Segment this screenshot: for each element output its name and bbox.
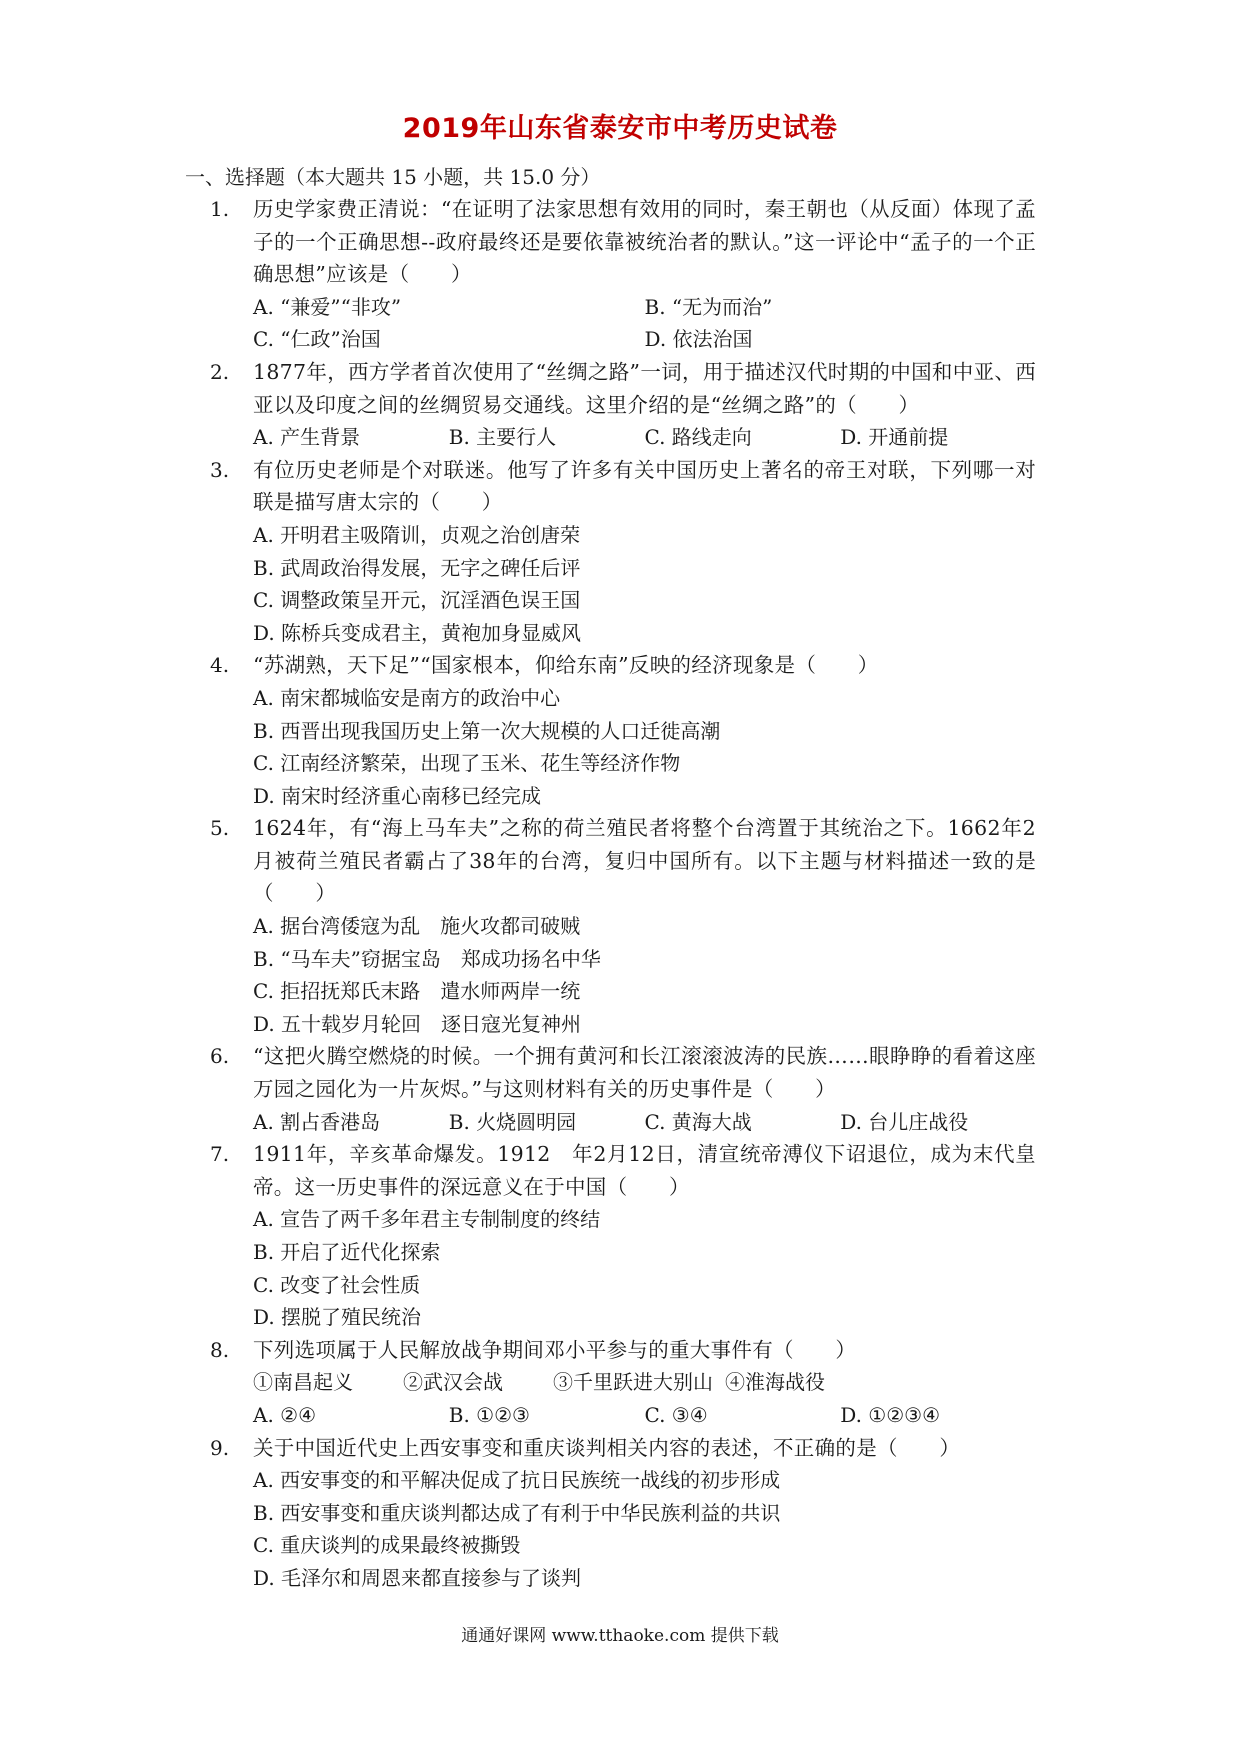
option-c: C. 重庆谈判的成果最终被撕毁 bbox=[253, 1533, 521, 1558]
question-stem: 下列选项属于人民解放战争期间邓小平参与的重大事件有（ ） bbox=[253, 1337, 857, 1362]
option-a: A. 产生背景 bbox=[253, 425, 361, 450]
question-list bbox=[0, 193, 1240, 1595]
question-number: 3. bbox=[210, 457, 230, 482]
option-b: B. “马车夫”窃据宝岛 郑成功扬名中华 bbox=[253, 946, 601, 971]
question-stem: 关于中国近代史上西安事变和重庆谈判相关内容的表述，不正确的是（ ） bbox=[253, 1435, 961, 1460]
question-number: 2. bbox=[210, 359, 230, 384]
question-number: 6. bbox=[210, 1044, 230, 1069]
page-title: 2019年山东省泰安市中考历史试卷 bbox=[402, 113, 838, 144]
question-3 bbox=[210, 454, 1036, 650]
option-c: C. 路线走向 bbox=[644, 425, 752, 450]
option-d: D. 开通前提 bbox=[840, 425, 949, 450]
option-d: D. 摆脱了殖民统治 bbox=[253, 1305, 422, 1330]
option-a: A. 宣告了两千多年君主专制制度的终结 bbox=[253, 1207, 601, 1232]
option-a: A. 割占香港岛 bbox=[253, 1109, 381, 1134]
option-d: D. 依法治国 bbox=[644, 327, 753, 352]
option-b: B. 西安事变和重庆谈判都达成了有利于中华民族利益的共识 bbox=[253, 1500, 781, 1525]
option-c: C. 黄海大战 bbox=[644, 1109, 752, 1134]
option-b: B. 主要行人 bbox=[448, 425, 557, 450]
page-footer: 通通好课网 www.tthaoke.com 提供下载 bbox=[461, 1626, 779, 1646]
question-1 bbox=[210, 193, 1036, 356]
statement-3: ③千里跃进大别山 bbox=[553, 1370, 713, 1395]
question-number: 7. bbox=[210, 1142, 230, 1167]
option-a: A. ②④ bbox=[253, 1402, 317, 1427]
statement-1: ①南昌起义 bbox=[253, 1370, 353, 1395]
question-2 bbox=[210, 356, 1036, 454]
option-b: B. 武周政治得发展，无字之碑任后评 bbox=[253, 555, 581, 580]
option-b: B. 火烧圆明园 bbox=[448, 1109, 577, 1134]
question-number: 4. bbox=[210, 653, 230, 678]
option-b: B. ①②③ bbox=[448, 1402, 530, 1427]
question-9 bbox=[210, 1432, 1036, 1595]
option-d: D. 陈桥兵变成君主，黄袍加身显威风 bbox=[253, 620, 582, 645]
option-d: D. 五十载岁月轮回 逐日寇光复神州 bbox=[253, 1011, 582, 1036]
question-6 bbox=[210, 1040, 1036, 1138]
section-heading: 一、选择题（本大题共 15 小题，共 15.0 分） bbox=[185, 165, 601, 189]
option-d: D. 台儿庄战役 bbox=[840, 1109, 969, 1134]
option-a: A. 南宋都城临安是南方的政治中心 bbox=[253, 685, 561, 710]
question-stem: 历史学家费正清说：“在证明了法家思想有效用的同时，秦王朝也（从反面）体现了孟子的一个正确思想--政府最终还是要依靠被统治者的默认。”这一评论中“孟子的一个正确思想”应该是（ ） bbox=[253, 197, 1036, 287]
question-number: 8. bbox=[210, 1337, 230, 1362]
question-stem: 1877年，西方学者首次使用了“丝绸之路”一词，用于描述汉代时期的中国和中亚、西亚以及印度之间的丝绸贸易交通线。这里介绍的是“丝绸之路”的（ ） bbox=[253, 359, 1036, 417]
option-d: D. ①②③④ bbox=[840, 1402, 941, 1427]
option-c: C. 调整政策呈开元，沉淫酒色误王国 bbox=[253, 588, 581, 613]
option-a: A. “兼爱”“非攻” bbox=[253, 294, 402, 319]
statement-2: ②武汉会战 bbox=[403, 1370, 503, 1395]
question-5 bbox=[210, 812, 1036, 1040]
question-8 bbox=[210, 1334, 1036, 1432]
question-stem: “这把火腾空燃烧的时候。一个拥有黄河和长江滚滚波涛的民族……眼睁睁的看着这座万园之园化为一片灰烬。”与这则材料有关的历史事件是（ ） bbox=[253, 1044, 1036, 1102]
option-a: A. 开明君主吸隋训，贞观之治创唐荣 bbox=[253, 522, 581, 547]
question-7 bbox=[210, 1138, 1036, 1334]
option-a: A. 据台湾倭寇为乱 施火攻都司破贼 bbox=[253, 914, 581, 939]
option-d: D. 毛泽尔和周恩来都直接参与了谈判 bbox=[253, 1565, 582, 1590]
option-c: C. 改变了社会性质 bbox=[253, 1272, 421, 1297]
option-b: B. 西晋出现我国历史上第一次大规模的人口迁徙高潮 bbox=[253, 718, 721, 743]
statement-4: ④淮海战役 bbox=[725, 1370, 825, 1395]
option-c: C. 江南经济繁荣，出现了玉米、花生等经济作物 bbox=[253, 751, 681, 776]
option-b: B. “无为而治” bbox=[644, 294, 773, 319]
question-stem: 有位历史老师是个对联迷。他写了许多有关中国历史上著名的帝王对联，下列哪一对联是描写唐太宗的（ ） bbox=[253, 457, 1036, 515]
option-a: A. 西安事变的和平解决促成了抗日民族统一战线的初步形成 bbox=[253, 1468, 781, 1493]
question-number: 1. bbox=[210, 197, 230, 221]
option-b: B. 开启了近代化探索 bbox=[253, 1240, 441, 1264]
option-c: C. 拒招抚郑氏末路 遣水师两岸一统 bbox=[253, 979, 581, 1004]
question-number: 5. bbox=[210, 816, 230, 841]
question-number: 9. bbox=[210, 1435, 230, 1460]
option-c: C. “仁政”治国 bbox=[253, 327, 381, 352]
option-c: C. ③④ bbox=[644, 1402, 708, 1427]
option-d: D. 南宋时经济重心南移已经完成 bbox=[253, 783, 542, 808]
question-stem: “苏湖熟，天下足”“国家根本，仰给东南”反映的经济现象是（ ） bbox=[253, 653, 879, 678]
question-stem: 1624年，有“海上马车夫”之称的荷兰殖民者将整个台湾置于其统治之下。1662年2月被荷兰殖民者霸占了38年的台湾，复归中国所有。以下主题与材料描述一致的是（ ） bbox=[253, 816, 1036, 906]
question-stem: 1911年，辛亥革命爆发。1912 年2月12日，清宣统帝溥仪下诏退位，成为末代皇帝。这一历史事件的深远意义在于中国（ ） bbox=[253, 1142, 1036, 1199]
question-4 bbox=[210, 649, 1036, 812]
